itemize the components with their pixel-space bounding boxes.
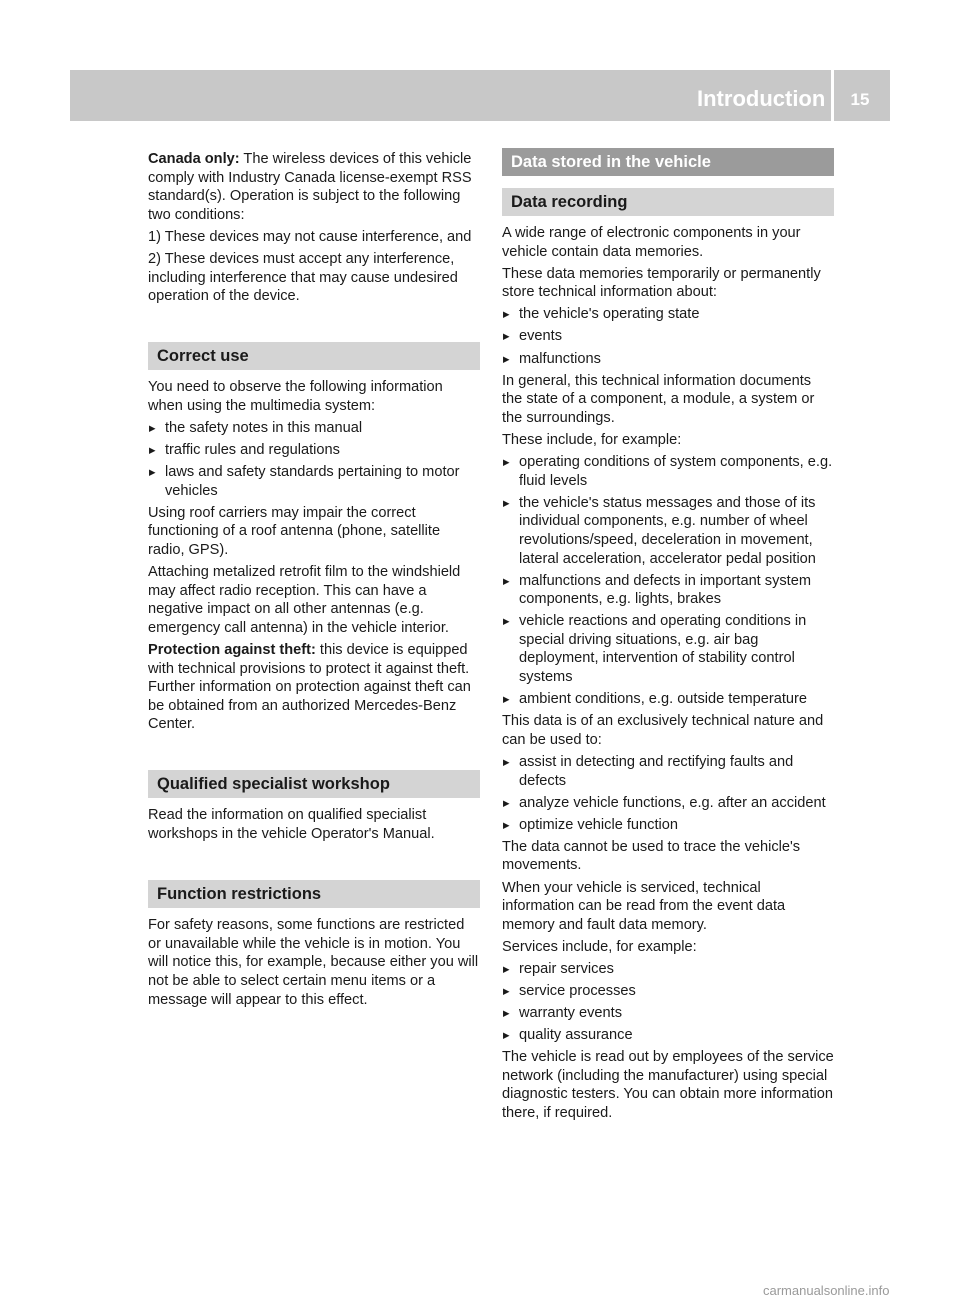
spacer [502, 176, 834, 188]
condition-1: 1) These devices may not cause interference, and [148, 228, 472, 245]
right-column [502, 148, 834, 1126]
list-item: ▶ quality assurance [502, 1026, 834, 1045]
list-item: ▶ vehicle reactions and operating conditions in special driving situations, e.g. air bag deployment, intervention of stability control systems [502, 612, 834, 686]
list-item: ▶ laws and safety standards pertaining to motor vehicles [148, 463, 480, 500]
list-item: ▶ malfunctions [502, 350, 834, 369]
paragraph: A wide range of electronic components in your vehicle contain data memories. [502, 225, 801, 260]
canada-paragraph [148, 150, 480, 224]
list-item: ▶ events [502, 327, 834, 346]
theft-paragraph [148, 641, 480, 734]
paragraph: The data cannot be used to trace the vehicle's movements. [502, 838, 801, 874]
theft-label: Protection against theft: [148, 641, 316, 658]
condition-2: 2) These devices must accept any interference, including interference that may cause undesired operation of the device. [148, 250, 458, 305]
services-list [502, 960, 834, 1045]
list-item: ▶ service processes [502, 982, 834, 1001]
section-heading-data-stored: Data stored in the vehicle [502, 148, 834, 176]
list-item: ▶ analyze vehicle functions, e.g. after an accident [502, 794, 834, 813]
spacer [148, 309, 480, 342]
list-item: ▶ operating conditions of system components, e.g. fluid levels [502, 453, 834, 490]
paragraph: In general, this technical information documents the state of a component, a module, a system or the surroundings. [502, 372, 815, 426]
restrictions-paragraph: For safety reasons, some functions are restricted or unavailable while the vehicle is in motion. You will notice this, for example, because either you will not be able to select certain menu items or a message will appear to this effect. [148, 917, 479, 1008]
paragraph: These data memories temporarily or permanently store technical information about: [502, 265, 821, 301]
spacer [148, 798, 480, 806]
spacer [148, 370, 480, 378]
canada-text: The wireless devices of this vehicle comply with Industry Canada license-exempt RSS standard(s). Operation is subject to the following two conditions: [148, 151, 472, 223]
list-item: ▶ optimize vehicle function [502, 816, 834, 835]
spacer [502, 216, 834, 224]
page-number: 15 [850, 90, 870, 109]
list-item: ▶ assist in detecting and rectifying faults and defects [502, 753, 834, 790]
list-item: ▶ warranty events [502, 1004, 834, 1023]
workshop-paragraph: Read the information on qualified specialist workshops in the vehicle Operator's Manual. [148, 807, 435, 843]
spacer [148, 847, 480, 880]
list-item: ▶ the vehicle's status messages and those of its individual components, e.g. number of wheel revolutions/speed, deceleration in movement, lateral acceleration, accelerator pedal position [502, 494, 834, 568]
spacer [148, 737, 480, 770]
paragraph: This data is of an exclusively technical nature and can be used to: [502, 713, 824, 748]
retrofit-film-paragraph: Attaching metalized retrofit film to the windshield may affect radio reception. This can have a negative impact on all other antennas (e.g. emergency call antenna) in the vehicle interior. [148, 564, 461, 636]
list-item: ▶ traffic rules and regulations [148, 441, 480, 460]
correct-use-list [148, 419, 480, 500]
paragraph: Services include, for example: [502, 938, 697, 955]
canada-label: Canada only: [148, 151, 240, 167]
list-item: ▶ ambient conditions, e.g. outside temperature [502, 690, 834, 709]
left-column [148, 150, 480, 1013]
list-item: ▶ repair services [502, 960, 834, 979]
watermark: carmanualsonline.info [763, 1283, 890, 1298]
list-item: ▶ the vehicle's operating state [502, 305, 834, 324]
list-item: ▶ the safety notes in this manual [148, 419, 480, 438]
list-item: ▶ malfunctions and defects in important system components, e.g. lights, brakes [502, 572, 834, 609]
section-heading-workshop: Qualified specialist workshop [148, 770, 480, 798]
roof-carrier-paragraph: Using roof carriers may impair the correct functioning of a roof antenna (phone, satellite radio, GPS). [148, 504, 441, 558]
paragraph: When your vehicle is serviced, technical information can be read from the event data memory and fault data memory. [502, 879, 786, 933]
chapter-title: Introduction [697, 86, 826, 111]
paragraph: These include, for example: [502, 431, 682, 448]
usage-list [502, 753, 834, 834]
section-heading-data-recording: Data recording [502, 188, 834, 216]
section-heading-correct-use: Correct use [148, 342, 480, 370]
theft-text: this device is equipped with technical provisions to protect it against theft. Further information on protection against theft can be obtained from an authorized Mercedes-Benz Center. [148, 641, 471, 733]
stored-info-list [502, 305, 834, 368]
spacer [148, 908, 480, 916]
examples-list [502, 453, 834, 709]
correct-use-intro: You need to observe the following information when using the multimedia system: [148, 379, 443, 414]
header-divider [831, 70, 834, 121]
paragraph: The vehicle is read out by employees of the service network (including the manufacturer) using special diagnostic testers. You can obtain more information there, if required. [502, 1049, 834, 1122]
section-heading-restrictions: Function restrictions [148, 880, 480, 908]
